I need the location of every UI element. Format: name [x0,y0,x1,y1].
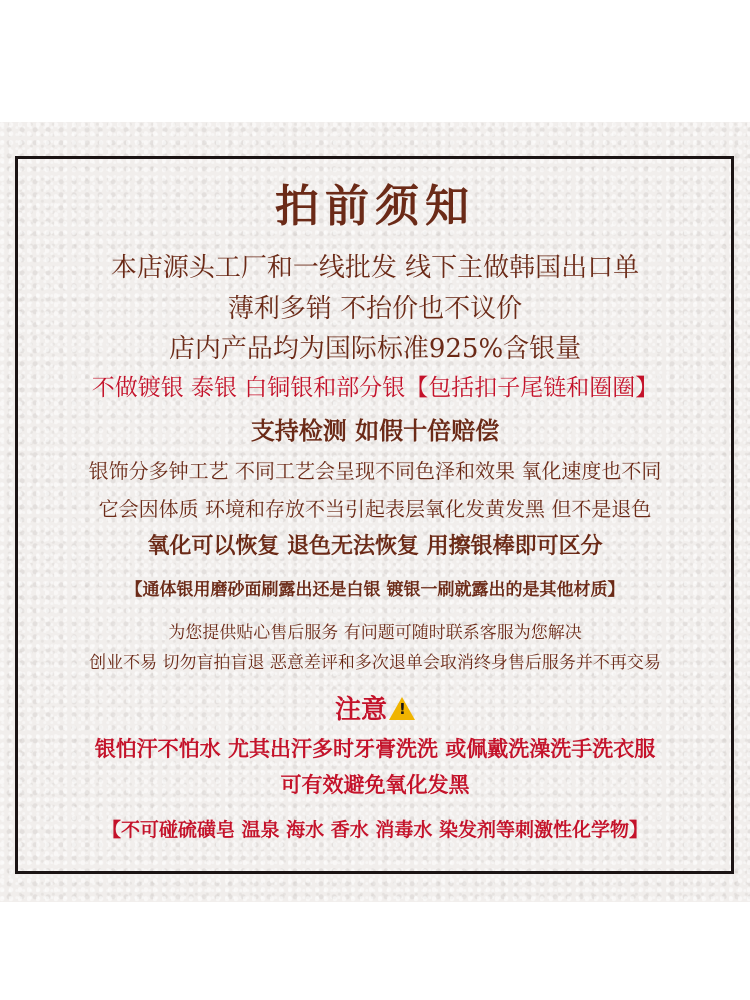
notice-attention-heading [0,693,750,727]
warning-line-avoid-oxidation: 可有效避免氧化发黑 [280,773,470,797]
notice-line-pricing: 薄利多销 不抬价也不议价 [227,294,523,324]
notice-line-craft: 银饰分多钟工艺 不同工艺会呈现不同色泽和效果 氧化速度也不同 [88,459,662,483]
notice-line-silver-standard: 店内产品均为国际标准925%含银量 [168,334,582,364]
notice-line-brush-test: 【通体银用磨砂面刷露出还是白银 镀银一刷就露出的是其他材质】 [125,580,625,600]
notice-line-factory: 本店源头工厂和一线批发 线下主做韩国出口单 [110,253,640,283]
notice-line-oxidation: 它会因体质 环境和存放不当引起表层氧化发黄发黑 但不是退色 [98,497,652,521]
notice-title: 拍前须知 [275,181,475,232]
notice-line-no-blind-return: 创业不易 切勿盲拍盲退 恶意差评和多次退单会取消终身售后服务并不再交易 [89,653,661,673]
notice-line-testing: 支持检测 如假十倍赔偿 [250,417,500,445]
warning-icon [389,697,415,720]
warning-line-chemicals: 【不可碰硫磺皂 温泉 海水 香水 消毒水 染发剂等刺激性化学物】 [101,819,649,841]
notice-line-restore: 氧化可以恢复 退色无法恢复 用擦银棒即可区分 [147,534,603,559]
warning-line-sweat: 银怕汗不怕水 尤其出汗多时牙膏洗洗 或佩戴洗澡洗手洗衣服 [94,737,656,761]
attention-label: 注意 [334,695,387,725]
notice-line-service: 为您提供贴心售后服务 有问题可随时联系客服为您解决 [168,623,582,643]
notice-line-no-plating: 不做镀银 泰银 白铜银和部分银【包括扣子尾链和圈圈】 [91,375,659,401]
